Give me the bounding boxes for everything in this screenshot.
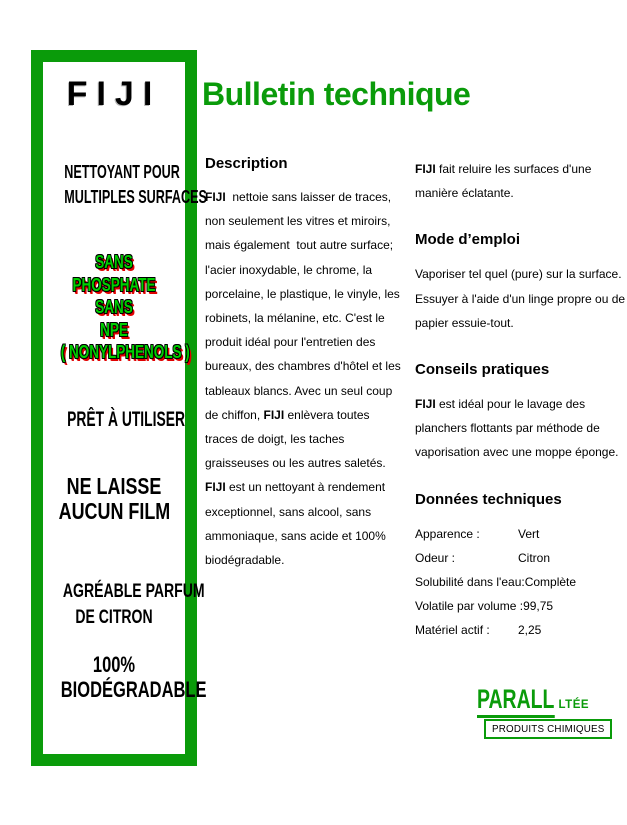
text-line: NPE [100, 319, 128, 340]
produits-chimiques-box: PRODUITS CHIMIQUES [484, 719, 612, 739]
page-title: Bulletin technique [202, 76, 471, 112]
text-line: graisseuses ou les autres saletés. [205, 456, 386, 471]
text-line: NETTOYANT POUR [64, 162, 180, 182]
mode-emploi-body [415, 262, 627, 335]
mode-emploi-heading: Mode d’emploi [415, 231, 520, 249]
text-line: biodégradable. [205, 553, 285, 568]
intro-text [415, 157, 627, 205]
technical-data-value: Citron [518, 550, 551, 565]
text-line: de chiffon, FIJI enlèvera toutes [205, 407, 370, 422]
text-line: AGRÉABLE PARFUM [62, 580, 205, 602]
technical-data-row [415, 618, 627, 642]
text-line: tableaux blancs. Avec un seul coup [205, 383, 393, 398]
technical-data-table [415, 522, 627, 643]
text-line: FIJI nettoie sans laisser de traces, [205, 190, 392, 204]
product-label-sidebar [31, 50, 207, 766]
parall-logo [477, 686, 612, 739]
text-line: manière éclatante. [415, 186, 514, 201]
parall-wordmark: PARALL [477, 686, 554, 718]
no-film-text [43, 474, 185, 524]
technical-data-label: Matériel actif : [415, 623, 490, 638]
text-line: MULTIPLES SURFACES [64, 187, 207, 207]
text-line: exceptionnel, sans alcool, sans [205, 504, 372, 519]
technical-data-label: Apparence : [415, 526, 480, 541]
text-line: AUCUN FILM [58, 498, 171, 524]
text-line: produit idéal pour l'entretien des [205, 335, 376, 350]
text-line: mais également tout autre surface; [205, 238, 394, 253]
parall-wordmark-row [477, 686, 612, 718]
text-line: SANS [95, 297, 133, 317]
details-column [415, 157, 627, 643]
text-line: SANS [95, 252, 133, 272]
text-line: NE LAISSE [66, 473, 162, 499]
text-line: Essuyer à l'aide d'un linge propre ou de [415, 291, 626, 306]
text-line: traces de doigt, les taches [205, 432, 345, 447]
text-line: non seulement les vitres et miroirs, [205, 214, 391, 229]
text-line: DE CITRON [75, 606, 153, 628]
text-line: PRÊT À UTILISER [67, 408, 185, 431]
product-type-text [43, 160, 207, 210]
ready-to-use-text [43, 408, 185, 432]
ltee-suffix: LTÉE [558, 699, 590, 711]
technical-data-value: 99,75 [523, 599, 554, 614]
text-line: bureaux, des chambres d'hôtel et les [205, 359, 401, 374]
description-body [205, 185, 405, 572]
donnees-heading: Données techniques [415, 490, 562, 508]
text-line: ( NONYLPHENOLS ) [60, 342, 190, 362]
text-line: FIJI est idéal pour le lavage des [415, 397, 586, 412]
text-line: robinets, la mélanine, etc. C'est le [205, 311, 385, 326]
text-line: PHOSPHATE [72, 274, 156, 295]
text-line: FIJI est un nettoyant à rendement [205, 480, 386, 495]
description-heading: Description [205, 155, 288, 172]
technical-data-label: Solubilité dans l'eau: [415, 575, 525, 590]
sans-phosphate-claims [43, 251, 190, 364]
text-line: planchers flottants par méthode de [415, 421, 600, 436]
technical-data-row [415, 546, 627, 570]
conseils-heading: Conseils pratiques [415, 361, 550, 379]
text-line: porcelaine, le plastique, le vinyle, les [205, 286, 400, 301]
technical-data-value: 2,25 [518, 623, 542, 638]
technical-data-value: Complète [524, 575, 577, 590]
text-line: vaporisation avec une moppe éponge. [415, 445, 619, 460]
fiji-logo: FIJI [66, 75, 162, 113]
text-line: ammoniaque, sans acide et 100% [205, 528, 386, 543]
text-line: Vaporiser tel quel (pure) sur la surface. [415, 267, 622, 282]
text-line: papier essuie-tout. [415, 315, 514, 330]
text-line: BIODÉGRADABLE [60, 677, 207, 702]
text-line: l'acier inoxydable, le chrome, la [205, 262, 373, 277]
biodegradable-text [43, 652, 207, 702]
conseils-body [415, 392, 627, 465]
text-line: FIJI fait reluire les surfaces d'une [415, 162, 592, 176]
technical-data-row [415, 522, 627, 546]
technical-data-label: Odeur : [415, 550, 456, 565]
technical-data-row [415, 594, 627, 618]
text-line: 100% [92, 652, 136, 677]
technical-data-value: Vert [518, 526, 540, 541]
technical-data-label: Volatile par volume : [415, 599, 524, 614]
lemon-scent-text [43, 578, 205, 630]
description-column [205, 155, 405, 572]
technical-data-row [415, 570, 627, 594]
